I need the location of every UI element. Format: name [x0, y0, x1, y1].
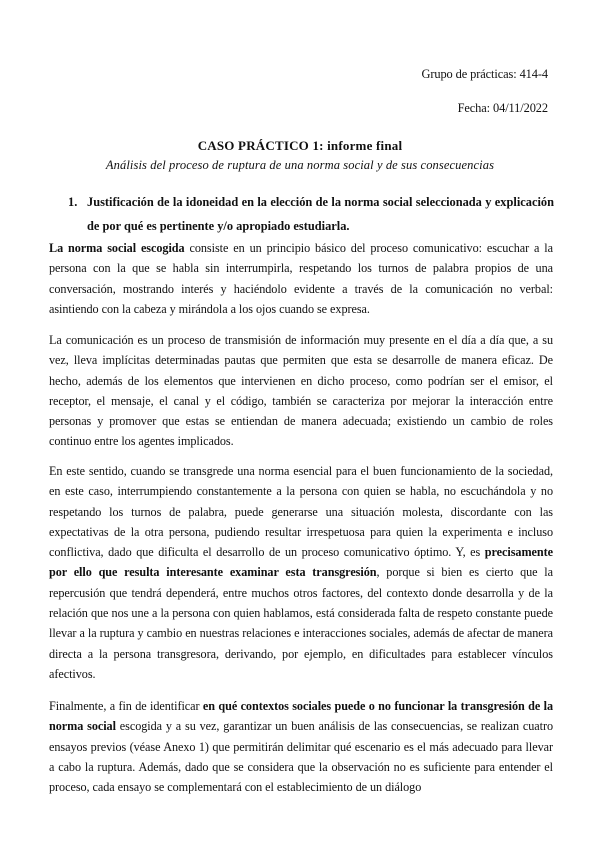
- paragraph-finalmente-bold: en qué contextos sociales puede o no funcionar la transgresión de la norma social: [49, 699, 553, 734]
- date-label: Fecha: 04/11/2022: [457, 101, 548, 115]
- document-subtitle: Análisis del proceso de ruptura de una norma social y de sus consecuencias: [105, 158, 495, 172]
- paragraph-comunicacion: [49, 330, 553, 452]
- paragraph-norma-bold: La norma social escogida: [49, 241, 185, 255]
- paragraph-finalmente: [49, 696, 553, 797]
- group-label: Grupo de prácticas: 414-4: [421, 67, 548, 81]
- section-heading: [68, 190, 554, 238]
- document-title: CASO PRÁCTICO 1: informe final: [197, 138, 403, 153]
- paragraph-sentido: [49, 461, 553, 684]
- paragraph-finalmente-text-b: escogida y a su vez, garantizar un buen análisis de las consecuencias, se realizan cuatro ensayos previos (véase Anexo 1) que permitirán delimitar qué escenario es el más adecuado para llevar a cabo la ruptura. Además, dado que se considera que la observación no es suficiente para entender el proceso, cada ensayo se complementará con el establecimiento de un diálogo: [49, 719, 554, 795]
- paragraph-sentido-text-b: , porque si bien es cierto que la repercusión que tendrá dependerá, entre muchos otros factores, del contexto donde desarrolla y de la relación que nos une a la persona con quien hablamos, está considerada falta de respeto constante puede llevar a la ruptura y cambio en nuestras relaciones e interacciones sociales, además de afectar de manera directa a la persona transgresora, derivando, por ejemplo, en dificultades para establecer vínculos afectivos.: [49, 565, 553, 681]
- section-number: 1.: [68, 195, 78, 209]
- section-heading-text: Justificación de la idoneidad en la elección de la norma social seleccionada y explicación de por qué es pertinente y/o apropiado estudiarla.: [87, 195, 554, 233]
- paragraph-sentido-bold: precisamente por ello que resulta interesante examinar esta transgresión: [49, 545, 553, 580]
- paragraph-finalmente-text-a: Finalmente, a fin de identificar: [49, 699, 203, 713]
- paragraph-norma-text: consiste en un principio básico del proceso comunicativo: escuchar a la persona con la que se habla sin interrumpirla, respetando los turnos de palabra propios de una conversación, mostrando interés y haciéndolo evidente a través de la comunicación no verbal: asintiendo con la cabeza y mirándola a los ojos cuando se expresa.: [49, 241, 553, 316]
- paragraph-comunicacion-text: La comunicación es un proceso de transmisión de información muy presente en el día a día que, a su vez, lleva implícitas determinadas pautas que permiten que esta se desarrolle de manera eficaz. De hecho, además de los elementos que intervienen en dicho proceso, como podrían ser el emisor, el receptor, el mensaje, el canal y el código, también se caracteriza por mejorar la interacción entre personas y promover que estas se entiendan de manera adecuada; existiendo un cambio de roles continuo entre los agentes implicados.: [49, 333, 553, 449]
- paragraph-sentido-text-a: En este sentido, cuando se transgrede una norma esencial para el buen funcionamiento de la sociedad, en este caso, interrumpiendo constantemente a la persona con quien se habla, no escuchándola y no respetando los turnos de palabra, puede generarse una situación molesta, discordante con las expectativas de la otra persona, pudiendo resultar irrespetuosa para quien la experimenta e incluso conflictiva, dado que dificulta el desarrollo de un proceso comunicativo óptimo. Y, es: [49, 464, 553, 560]
- paragraph-norma: [49, 238, 553, 319]
